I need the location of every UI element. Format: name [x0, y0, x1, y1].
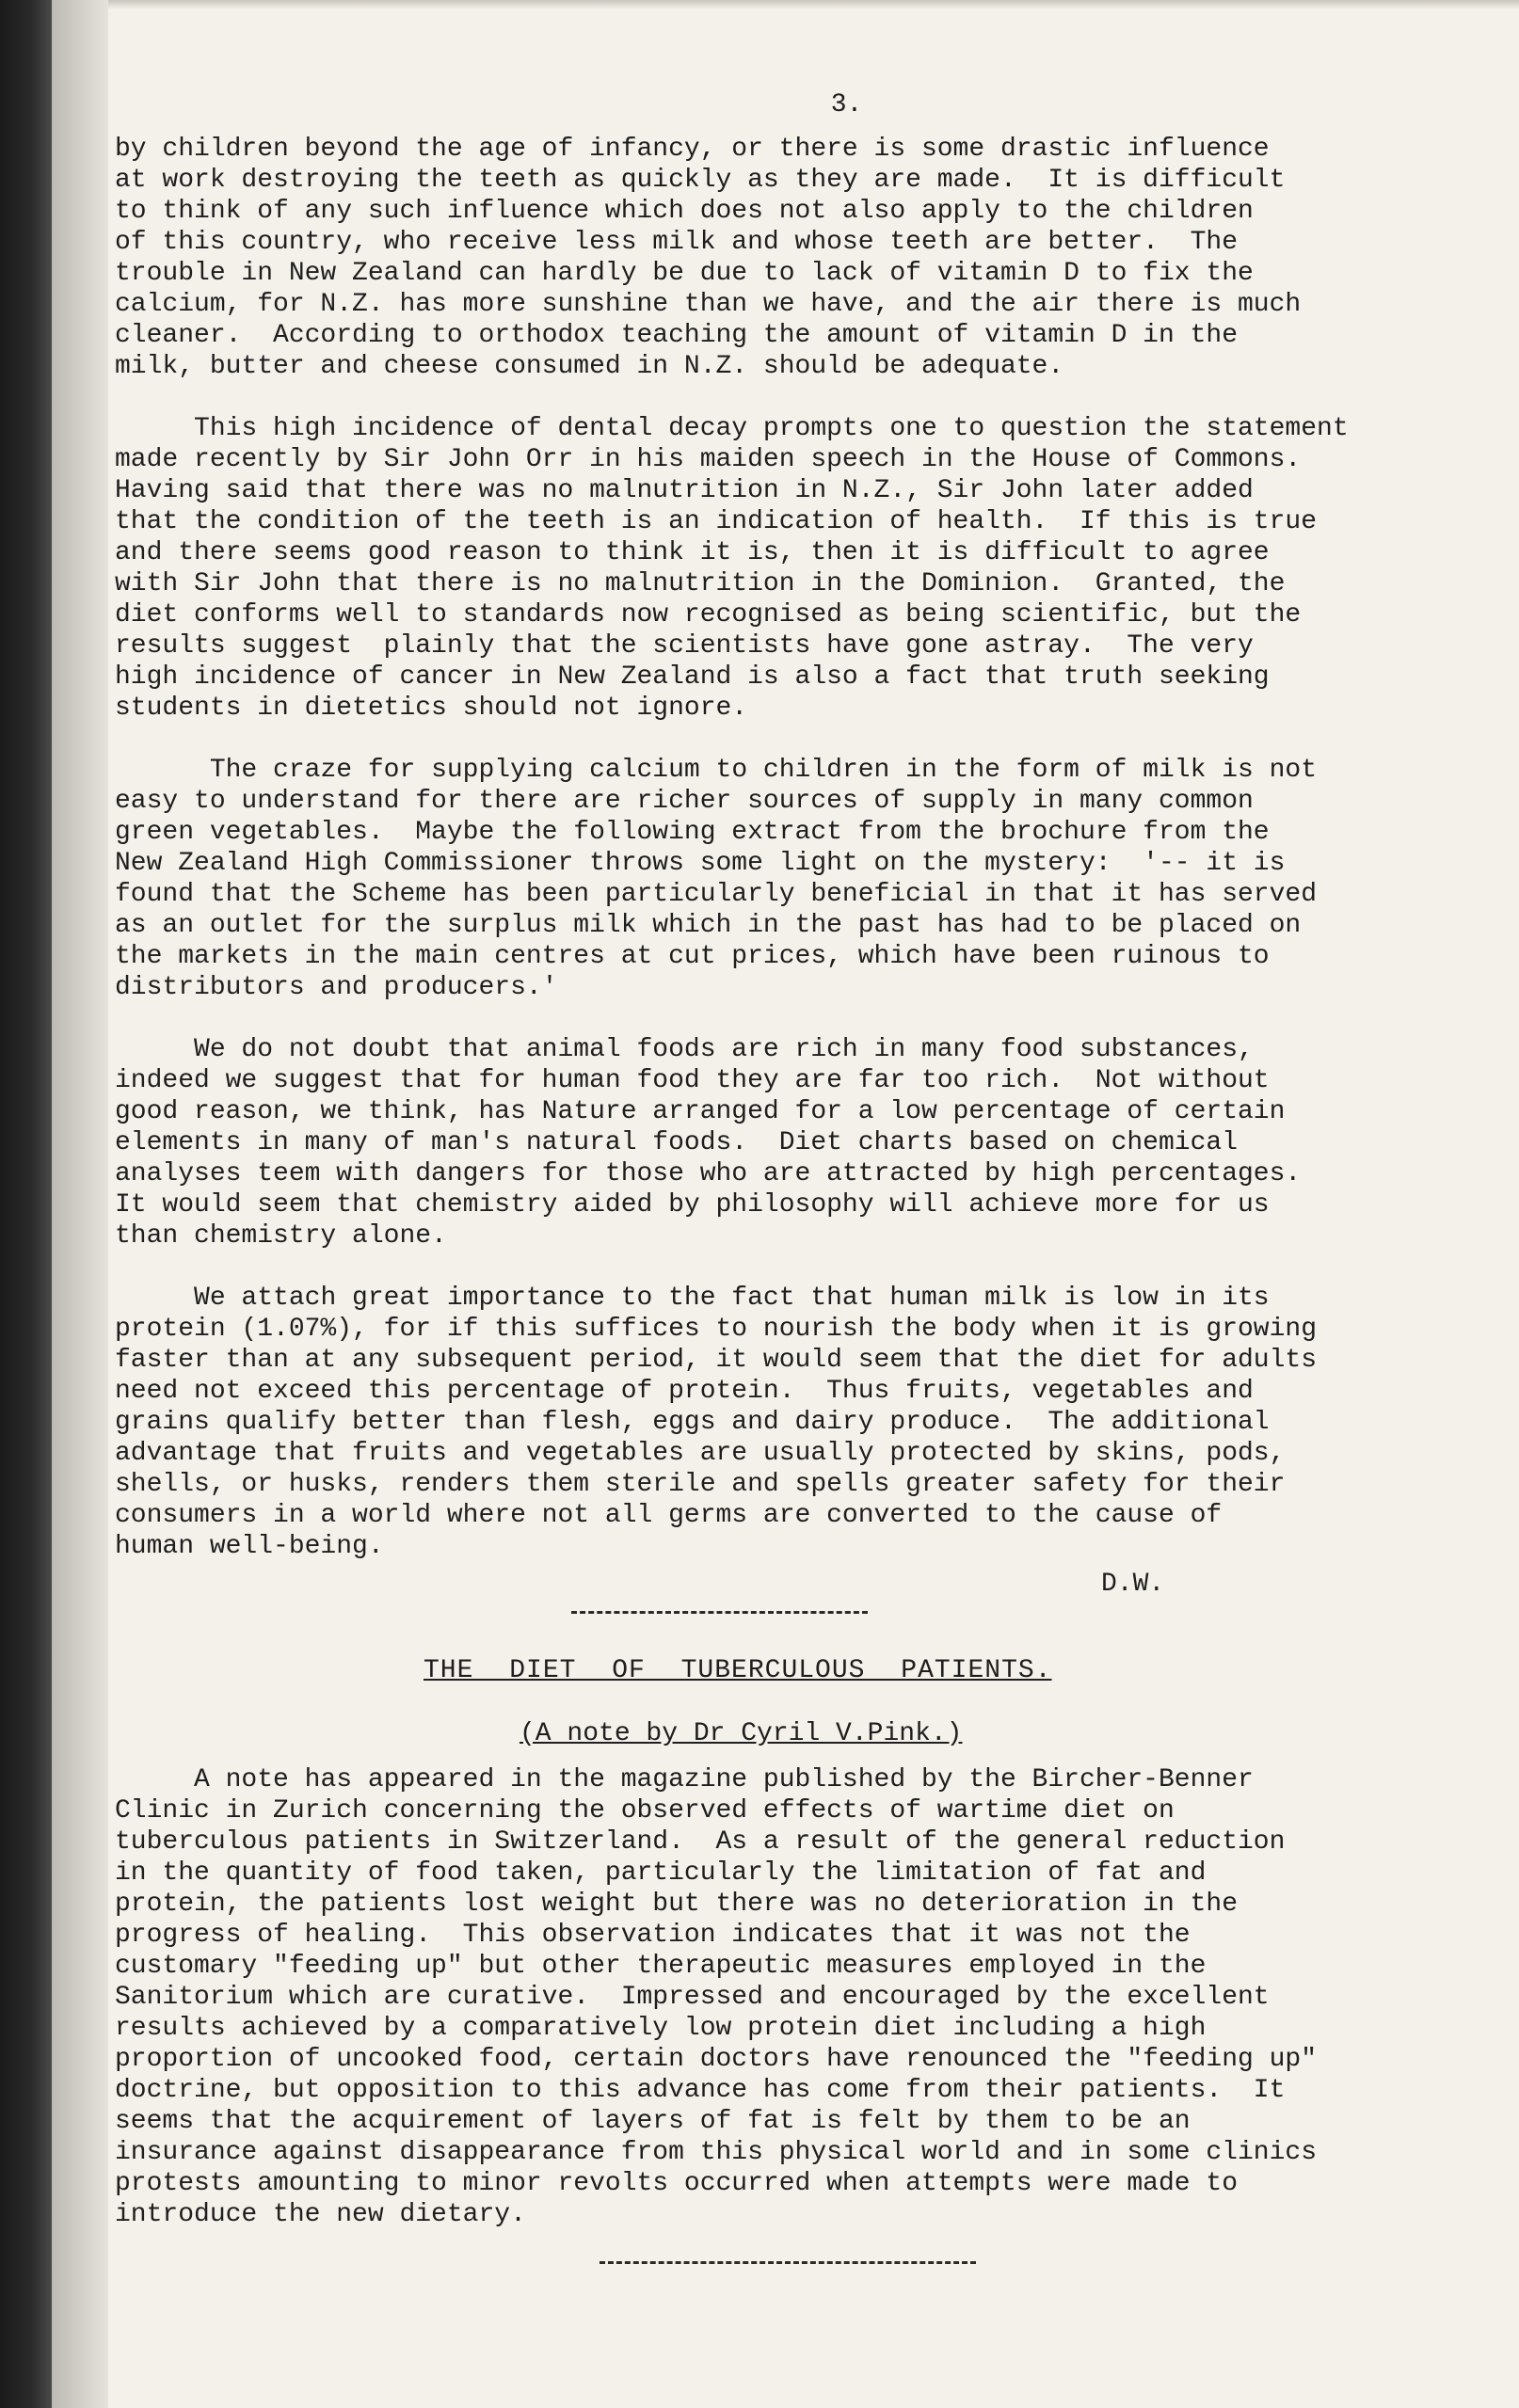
paragraph: The craze for supplying calcium to children in the form of milk is not easy to understand for there are richer sources of supply in many common green vegetables. Maybe the following extract from the brochure from the New Zealand High Commissioner throws some light on the mystery: '-- it is found that the Scheme has been particularly beneficial in that it has served as an outlet for the surplus milk which in the past has had to be placed on the markets in the main centres at cut prices, which have been ruinous to distributors and producers.'	[115, 756, 1318, 1002]
author-signature: D.W.	[1101, 1570, 1165, 1599]
paragraph: We do not doubt that animal foods are rich in many food substances, indeed we suggest that for human food they are far too rich. Not without good reason, we think, has Nature arranged for a low percentage of certain elements in many of man's natural foods. Diet charts based on chemical analyses teem with dangers for those who are attracted by high percentages. It would seem that chemistry aided by philosophy will achieve more for us than chemistry alone.	[115, 1035, 1302, 1251]
paragraph: This high incidence of dental decay prompts one to question the statement made recently by Sir John Orr in his maiden speech in the House of Commons. Having said that there was no malnutrition in N.Z., Sir John later added that the condition of the teeth is an indication of health. If this is true and there seems good reason to think it is, then it is difficult to agree with Sir John that there is no malnutrition in the Dominion. Granted, the diet conforms well to standards now recognised as being scientific, but the results suggest plainly that the scientists have gone astray. The very high incidence of cancer in New Zealand is also a fact that truth seeking students in dietetics should not ignore.	[115, 414, 1349, 723]
typed-text-column	[115, 89, 1512, 2264]
article-body: A note has appeared in the magazine published by the Bircher-Benner Clinic in Zurich concerning the observed effects of wartime diet on tuberculous patients in Switzerland. As a result of the general reduction in the quantity of food taken, particularly the limitation of fat and protein, the patients lost weight but there was no deterioration in the progress of healing. This observation indicates that it was not the customary "feeding up" but other therapeutic measures employed in the Sanitorium which are curative. Impressed and encouraged by the excellent results achieved by a comparatively low protein diet including a high proportion of uncooked food, certain doctors have renounced the "feeding up" doctrine, but opposition to this advance has come from their patients. It seems that the acquirement of layers of fat is felt by them to be an insurance against disappearance from this physical world and in some clinics protests amounting to minor revolts occurred when attempts were made to introduce the new dietary.	[115, 1765, 1318, 2229]
top-shadow	[108, 0, 1519, 9]
binder-edge	[52, 0, 108, 2408]
article-subtitle: (A note by Dr Cyril V.Pink.)	[520, 1719, 963, 1748]
paragraph-continued: by children beyond the age of infancy, or there is some drastic influence at work destroying the teeth as quickly as they are made. It is difficult to think of any such influence which does not also apply to the children of this country, who receive less milk and whose teeth are better. The trouble in New Zealand can hardly be due to lack of vitamin D to fix the calcium, for N.Z. has more sunshine than we have, and the air there is much cleaner. According to orthodox teaching the amount of vitamin D in the milk, butter and cheese consumed in N.Z. should be adequate.	[115, 135, 1302, 381]
binder-spine	[0, 0, 52, 2408]
section-divider	[571, 1611, 868, 1614]
article-title: THE DIET OF TUBERCULOUS PATIENTS.	[424, 1656, 1052, 1685]
end-divider	[600, 2261, 976, 2264]
page-number: 3.	[830, 90, 863, 120]
paragraph: We attach great importance to the fact that human milk is low in its protein (1.07%), for if this suffices to nourish the body when it is growing faster than at any subsequent period, it would seem that the diet for adults need not exceed this percentage of protein. Thus fruits, vegetables and grains qualify better than flesh, eggs and dairy produce. The additional advantage that fruits and vegetables are usually protected by skins, pods, shells, or husks, renders them sterile and spells greater safety for their consumers in a world where not all germs are converted to the cause of human well-being.	[115, 1284, 1318, 1561]
